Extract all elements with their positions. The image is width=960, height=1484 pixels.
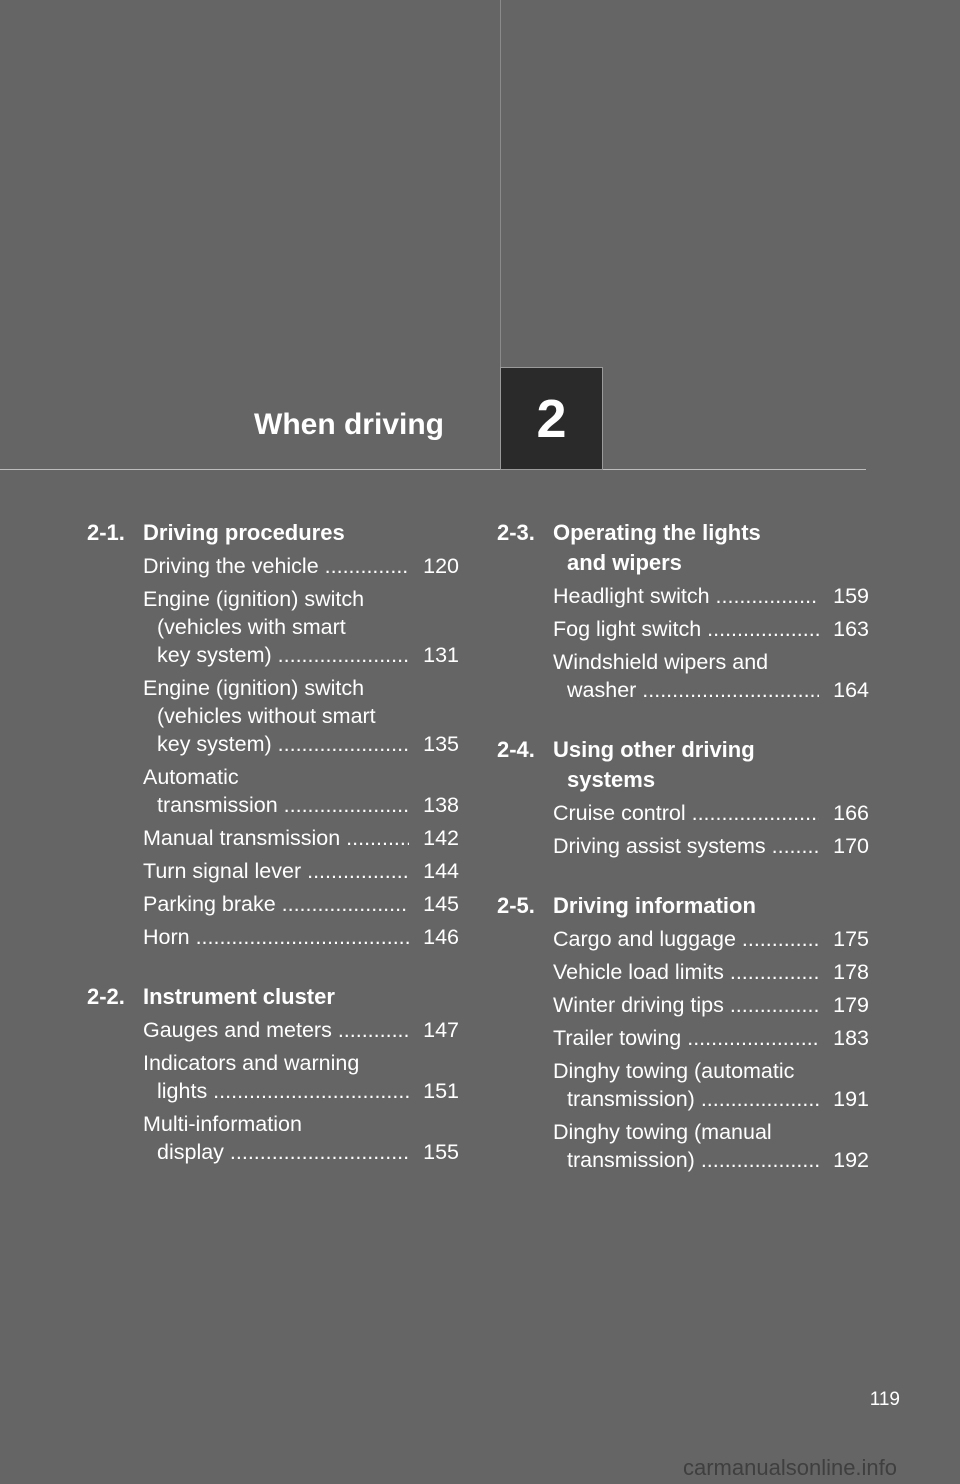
section-heading [87, 982, 459, 1012]
toc-column-right [497, 518, 869, 1205]
entry-title-line: Turn signal lever ..... [143, 857, 409, 885]
entry-title [553, 832, 819, 860]
entry-title-line: Engine (ignition) switch [143, 676, 365, 700]
entry-page-number: 163 [833, 617, 869, 641]
entry-page-number: 192 [833, 1148, 869, 1172]
header-rule [0, 469, 866, 470]
section-title-line: Operating the lights [553, 520, 761, 545]
entry-title-line: Windshield wipers and [553, 650, 769, 674]
toc-entry[interactable] [143, 890, 459, 918]
toc-section [87, 982, 459, 1166]
entry-title [143, 674, 409, 758]
toc-column-left [87, 518, 459, 1197]
entry-title-line: Driving assist systems ..... [553, 832, 819, 860]
section-heading [497, 518, 869, 578]
section-entries [497, 925, 869, 1174]
entry-title [553, 925, 819, 953]
toc-section [87, 518, 459, 951]
section-title [143, 518, 459, 548]
entry-title-line: Engine (ignition) switch [143, 587, 365, 611]
entry-page-number: 146 [423, 925, 459, 949]
entry-page-number: 178 [833, 960, 869, 984]
section-number: 2-2. [87, 984, 125, 1009]
toc-entry[interactable] [143, 1016, 459, 1044]
section-title-line: systems [567, 767, 656, 792]
section-number: 2-5. [497, 893, 535, 918]
entry-page-number: 147 [423, 1018, 459, 1042]
entry-title-line: Headlight switch ..... [553, 582, 819, 610]
toc-entry[interactable] [143, 552, 459, 580]
entry-title [143, 824, 409, 852]
entry-title [143, 585, 409, 669]
toc-section [497, 891, 869, 1174]
entry-page-number: 191 [833, 1087, 869, 1111]
toc-entry[interactable] [553, 799, 869, 827]
page-number: 119 [869, 1389, 900, 1410]
entry-title-line: Horn ..... [143, 923, 409, 951]
entry-title-line: Cruise control ..... [553, 799, 819, 827]
section-title [553, 891, 869, 921]
entry-title-line: Parking brake ..... [143, 890, 409, 918]
toc-entry[interactable] [143, 585, 459, 669]
entry-title [553, 799, 819, 827]
entry-title-line: key system) ..... [143, 730, 409, 758]
section-entries [87, 1016, 459, 1166]
section-number: 2-3. [497, 520, 535, 545]
section-title-line: and wipers [567, 550, 682, 575]
toc-entry[interactable] [553, 1024, 869, 1052]
entry-title [553, 1118, 819, 1174]
entry-page-number: 164 [833, 678, 869, 702]
toc-entry[interactable] [143, 1049, 459, 1105]
toc-entry[interactable] [553, 991, 869, 1019]
section-title [553, 735, 869, 795]
entry-title-line: lights ..... [143, 1077, 409, 1105]
toc-entry[interactable] [553, 832, 869, 860]
entry-title-line: key system) ..... [143, 641, 409, 669]
entry-title-line: Driving the vehicle ..... [143, 552, 409, 580]
entry-page-number: 145 [423, 892, 459, 916]
entry-title [143, 1049, 409, 1105]
entry-title [553, 648, 819, 704]
entry-title [143, 890, 409, 918]
entry-page-number: 175 [833, 927, 869, 951]
watermark: carmanualsonline.info [683, 1455, 898, 1480]
chapter-number-tab: 2 [500, 367, 603, 470]
entry-title-line: Fog light switch ..... [553, 615, 819, 643]
toc-entry[interactable] [553, 925, 869, 953]
entry-title [553, 615, 819, 643]
entry-page-number: 155 [423, 1140, 459, 1164]
toc-entry[interactable] [553, 1057, 869, 1113]
section-entries [497, 582, 869, 704]
entry-title [553, 958, 819, 986]
entry-title-line: Winter driving tips ..... [553, 991, 819, 1019]
toc-entry[interactable] [143, 1110, 459, 1166]
entry-title-line: Multi-information [143, 1112, 302, 1136]
entry-title-line: washer ..... [553, 676, 819, 704]
section-title-line: Driving information [553, 893, 756, 918]
entry-title [143, 923, 409, 951]
toc-entry[interactable] [553, 958, 869, 986]
toc-entry[interactable] [553, 615, 869, 643]
entry-title [143, 857, 409, 885]
toc-entry[interactable] [553, 1118, 869, 1174]
entry-title-line: transmission) ..... [553, 1085, 819, 1113]
toc-entry[interactable] [143, 824, 459, 852]
section-number: 2-4. [497, 737, 535, 762]
entry-page-number: 131 [423, 643, 459, 667]
toc-entry[interactable] [143, 923, 459, 951]
entry-title-line: Vehicle load limits ..... [553, 958, 819, 986]
entry-title-line: Gauges and meters ..... [143, 1016, 409, 1044]
entry-title [553, 582, 819, 610]
entry-page-number: 151 [423, 1079, 459, 1103]
entry-title-line: Automatic [143, 765, 239, 789]
toc-entry[interactable] [553, 648, 869, 704]
section-entries [497, 799, 869, 860]
section-title-line: Using other driving [553, 737, 755, 762]
entry-title-line: Trailer towing ..... [553, 1024, 819, 1052]
entry-title [143, 1016, 409, 1044]
entry-title-line: transmission ..... [143, 791, 409, 819]
toc-entry[interactable] [143, 674, 459, 758]
entry-title-line: Dinghy towing (automatic [553, 1059, 795, 1083]
entry-title-line: Dinghy towing (manual [553, 1120, 772, 1144]
entry-page-number: 179 [833, 993, 869, 1017]
section-title-line: Driving procedures [143, 520, 345, 545]
section-number: 2-1. [87, 520, 125, 545]
entry-title-line: display ..... [143, 1138, 409, 1166]
entry-title-line: Indicators and warning [143, 1051, 360, 1075]
entry-title [143, 763, 409, 819]
section-entries [87, 552, 459, 951]
entry-page-number: 144 [423, 859, 459, 883]
entry-page-number: 138 [423, 793, 459, 817]
section-title-line: Instrument cluster [143, 984, 335, 1009]
vertical-divider [500, 0, 501, 368]
entry-title [553, 991, 819, 1019]
entry-title-line: (vehicles with smart [157, 615, 346, 639]
entry-page-number: 135 [423, 732, 459, 756]
section-heading [497, 891, 869, 921]
entry-page-number: 159 [833, 584, 869, 608]
entry-page-number: 120 [423, 554, 459, 578]
entry-title-line: transmission) ..... [553, 1146, 819, 1174]
toc-section [497, 735, 869, 860]
entry-title [553, 1057, 819, 1113]
toc-section [497, 518, 869, 704]
entry-title [143, 1110, 409, 1166]
section-heading [87, 518, 459, 548]
entry-title-line: Cargo and luggage ..... [553, 925, 819, 953]
section-title [553, 518, 869, 578]
toc-entry[interactable] [143, 763, 459, 819]
entry-page-number: 142 [423, 826, 459, 850]
toc-entry[interactable] [143, 857, 459, 885]
entry-page-number: 183 [833, 1026, 869, 1050]
section-title [143, 982, 459, 1012]
chapter-title: When driving [254, 408, 444, 441]
entry-page-number: 166 [833, 801, 869, 825]
toc-entry[interactable] [553, 582, 869, 610]
entry-title-line: Manual transmission ..... [143, 824, 409, 852]
section-heading [497, 735, 869, 795]
entry-title [143, 552, 409, 580]
entry-title-line: (vehicles without smart [157, 704, 376, 728]
entry-title [553, 1024, 819, 1052]
entry-page-number: 170 [833, 834, 869, 858]
